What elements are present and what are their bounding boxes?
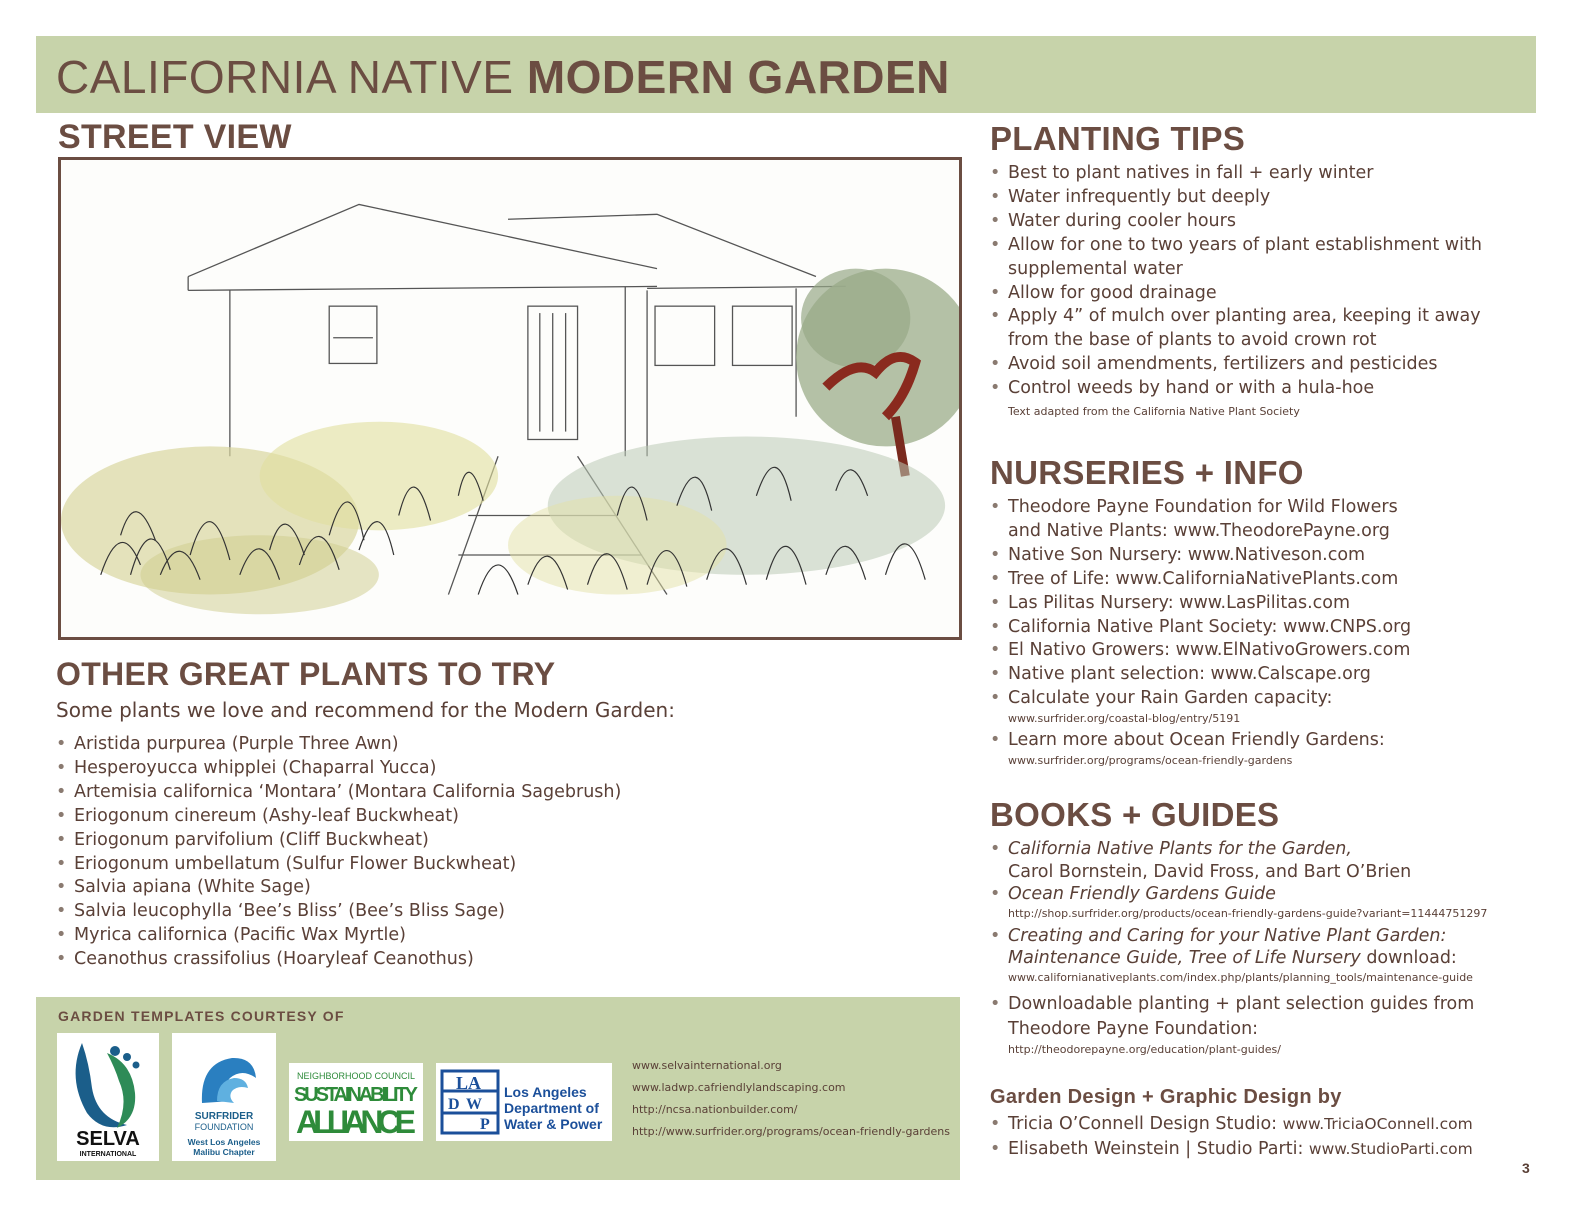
list-item: • Aristida purpurea (Purple Three Awn) bbox=[56, 733, 621, 757]
svg-text:Water & Power: Water & Power bbox=[504, 1116, 603, 1132]
selva-wordmark: SELVA bbox=[76, 1128, 140, 1150]
svg-text:INTERNATIONAL: INTERNATIONAL bbox=[79, 1151, 137, 1158]
list-item: • Allow for one to two years of plant establishment with supplemental water bbox=[990, 234, 1482, 282]
svg-text:Department of: Department of bbox=[504, 1100, 599, 1116]
list-item: • Myrica californica (Pacific Wax Myrtle) bbox=[56, 924, 621, 948]
surfrider-logo bbox=[172, 1033, 276, 1161]
svg-text:W: W bbox=[466, 1096, 482, 1113]
svg-text:LA: LA bbox=[456, 1073, 482, 1093]
svg-text:ALLIANCE: ALLIANCE bbox=[296, 1104, 416, 1140]
list-item: • Ocean Friendly Gardens Guide http://shop.surfrider.org/products/ocean-friendly-gardens-guide?variant=11444751297 bbox=[990, 883, 1487, 922]
ladwp-logo bbox=[436, 1063, 612, 1141]
right-planting-bed bbox=[478, 437, 945, 595]
source-note: Text adapted from the California Native Plant Society bbox=[1008, 405, 1300, 418]
book-link[interactable]: http://shop.surfrider.org/products/ocean-friendly-gardens-guide?variant=11444751297 bbox=[1008, 906, 1488, 920]
book-link[interactable]: http://theodorepayne.org/education/plant-guides/ bbox=[1008, 1042, 1281, 1056]
list-item: • Downloadable planting + plant selection guides from Theodore Payne Foundation: http://theodorepayne.org/education/plant-guides/ bbox=[990, 992, 1487, 1058]
list-item: • Native Son Nursery: www.Nativeson.com bbox=[990, 544, 1411, 568]
list-item: • Eriogonum umbellatum (Sulfur Flower Buckwheat) bbox=[56, 853, 621, 877]
svg-text:SUSTAINABILITY: SUSTAINABILITY bbox=[294, 1084, 418, 1106]
books-title: BOOKS + GUIDES bbox=[990, 796, 1280, 833]
plant-list bbox=[56, 733, 621, 972]
list-item: • Calculate your Rain Garden capacity: www.surfrider.org/coastal-blog/entry/5191 bbox=[990, 687, 1411, 727]
ocean-gardens-link[interactable]: www.surfrider.org/programs/ocean-friendly-gardens bbox=[1008, 754, 1293, 768]
list-item: • Learn more about Ocean Friendly Gardens: www.surfrider.org/programs/ocean-friendly-gardens bbox=[990, 729, 1411, 769]
list-item: • Artemisia californica ‘Montara’ (Montara California Sagebrush) bbox=[56, 781, 621, 805]
nurseries-title: NURSERIES + INFO bbox=[990, 454, 1304, 491]
other-plants-title: OTHER GREAT PLANTS TO TRY bbox=[56, 656, 556, 692]
sponsor-links bbox=[632, 1055, 950, 1143]
list-item: • Tricia O’Connell Design Studio: www.TriciaOConnell.com bbox=[990, 1112, 1473, 1137]
title-bold: MODERN GARDEN bbox=[526, 51, 950, 103]
list-item: • Native plant selection: www.Calscape.org bbox=[990, 663, 1411, 687]
list-item: • Creating and Caring for your Native Plant Garden: Maintenance Guide, Tree of Life Nursery download: www.californianativeplants.com/index.php/plants/planning_tools/maintenance-guide bbox=[990, 925, 1487, 986]
planting-tips-list bbox=[990, 162, 1482, 401]
sponsor-link[interactable]: www.selvainternational.org bbox=[632, 1059, 782, 1072]
sponsor-link[interactable]: www.ladwp.cafriendlylandscaping.com bbox=[632, 1081, 846, 1094]
list-item: • Eriogonum parvifolium (Cliff Buckwheat) bbox=[56, 829, 621, 853]
sponsors-title: GARDEN TEMPLATES COURTESY OF bbox=[58, 1008, 345, 1024]
credits-title: Garden Design + Graphic Design by bbox=[990, 1086, 1342, 1108]
svg-text:Malibu Chapter: Malibu Chapter bbox=[193, 1147, 255, 1157]
list-item: • Elisabeth Weinstein | Studio Parti: www.StudioParti.com bbox=[990, 1137, 1473, 1162]
svg-text:West Los Angeles: West Los Angeles bbox=[187, 1137, 261, 1147]
svg-text:D: D bbox=[448, 1096, 460, 1113]
list-item: • Allow for good drainage bbox=[990, 282, 1482, 306]
list-item: • Water during cooler hours bbox=[990, 210, 1482, 234]
list-item: • Water infrequently but deeply bbox=[990, 186, 1482, 210]
list-item: • Theodore Payne Foundation for Wild Flowers and Native Plants: www.TheodorePayne.org bbox=[990, 496, 1411, 544]
list-item: • California Native Plant Society: www.CNPS.org bbox=[990, 616, 1411, 640]
ncsa-logo bbox=[289, 1063, 423, 1141]
street-view-title: STREET VIEW bbox=[58, 118, 292, 156]
list-item: • Salvia leucophylla ‘Bee’s Bliss’ (Bee’s Bliss Sage) bbox=[56, 900, 621, 924]
list-item: • Hesperoyucca whipplei (Chaparral Yucca) bbox=[56, 757, 621, 781]
credits-list bbox=[990, 1112, 1473, 1162]
svg-text:Los Angeles: Los Angeles bbox=[504, 1084, 587, 1100]
selva-logo bbox=[57, 1033, 159, 1161]
list-item: • Apply 4” of mulch over planting area, keeping it away from the base of plants to avoid crown rot bbox=[990, 305, 1482, 353]
books-list bbox=[990, 838, 1487, 1058]
page-title bbox=[56, 50, 950, 104]
other-plants-intro: Some plants we love and recommend for the Modern Garden: bbox=[56, 698, 675, 722]
list-item: • El Nativo Growers: www.ElNativoGrowers.com bbox=[990, 639, 1411, 663]
list-item: • Tree of Life: www.CaliforniaNativePlants.com bbox=[990, 568, 1411, 592]
book-link[interactable]: www.californianativeplants.com/index.php/plants/planning_tools/maintenance-guide bbox=[1008, 970, 1473, 984]
svg-text:NEIGHBORHOOD COUNCIL: NEIGHBORHOOD COUNCIL bbox=[296, 1071, 416, 1081]
street-view-sketch bbox=[58, 157, 962, 640]
page-header bbox=[36, 36, 1536, 113]
sponsor-link[interactable]: http://www.surfrider.org/programs/ocean-friendly-gardens bbox=[632, 1125, 950, 1138]
page-number: 3 bbox=[1522, 1160, 1530, 1176]
title-light: CALIFORNIA NATIVE bbox=[56, 51, 514, 103]
list-item: • Ceanothus crassifolius (Hoaryleaf Ceanothus) bbox=[56, 948, 621, 972]
nurseries-list bbox=[990, 496, 1411, 769]
list-item: • Salvia apiana (White Sage) bbox=[56, 876, 621, 900]
svg-text:SURFRIDER: SURFRIDER bbox=[194, 1111, 254, 1122]
rain-garden-link[interactable]: www.surfrider.org/coastal-blog/entry/5191 bbox=[1008, 712, 1241, 726]
list-item: • Avoid soil amendments, fertilizers and pesticides bbox=[990, 353, 1482, 377]
list-item: • Best to plant natives in fall + early winter bbox=[990, 162, 1482, 186]
house-garden-illustration bbox=[61, 160, 959, 637]
list-item: • California Native Plants for the Garden, Carol Bornstein, David Fross, and Bart O’Brien bbox=[990, 838, 1487, 883]
svg-text:FOUNDATION: FOUNDATION bbox=[194, 1122, 254, 1132]
list-item: • Eriogonum cinereum (Ashy-leaf Buckwheat) bbox=[56, 805, 621, 829]
sponsor-link[interactable]: http://ncsa.nationbuilder.com/ bbox=[632, 1103, 798, 1116]
list-item: • Control weeds by hand or with a hula-hoe bbox=[990, 377, 1482, 401]
list-item: • Las Pilitas Nursery: www.LasPilitas.com bbox=[990, 592, 1411, 616]
sponsors-panel bbox=[36, 997, 960, 1180]
credit-link[interactable]: www.TriciaOConnell.com bbox=[1282, 1115, 1473, 1133]
credit-link[interactable]: www.StudioParti.com bbox=[1308, 1140, 1473, 1158]
left-planting-bed bbox=[61, 422, 498, 615]
svg-text:P: P bbox=[480, 1116, 490, 1133]
planting-tips-title: PLANTING TIPS bbox=[990, 120, 1246, 157]
